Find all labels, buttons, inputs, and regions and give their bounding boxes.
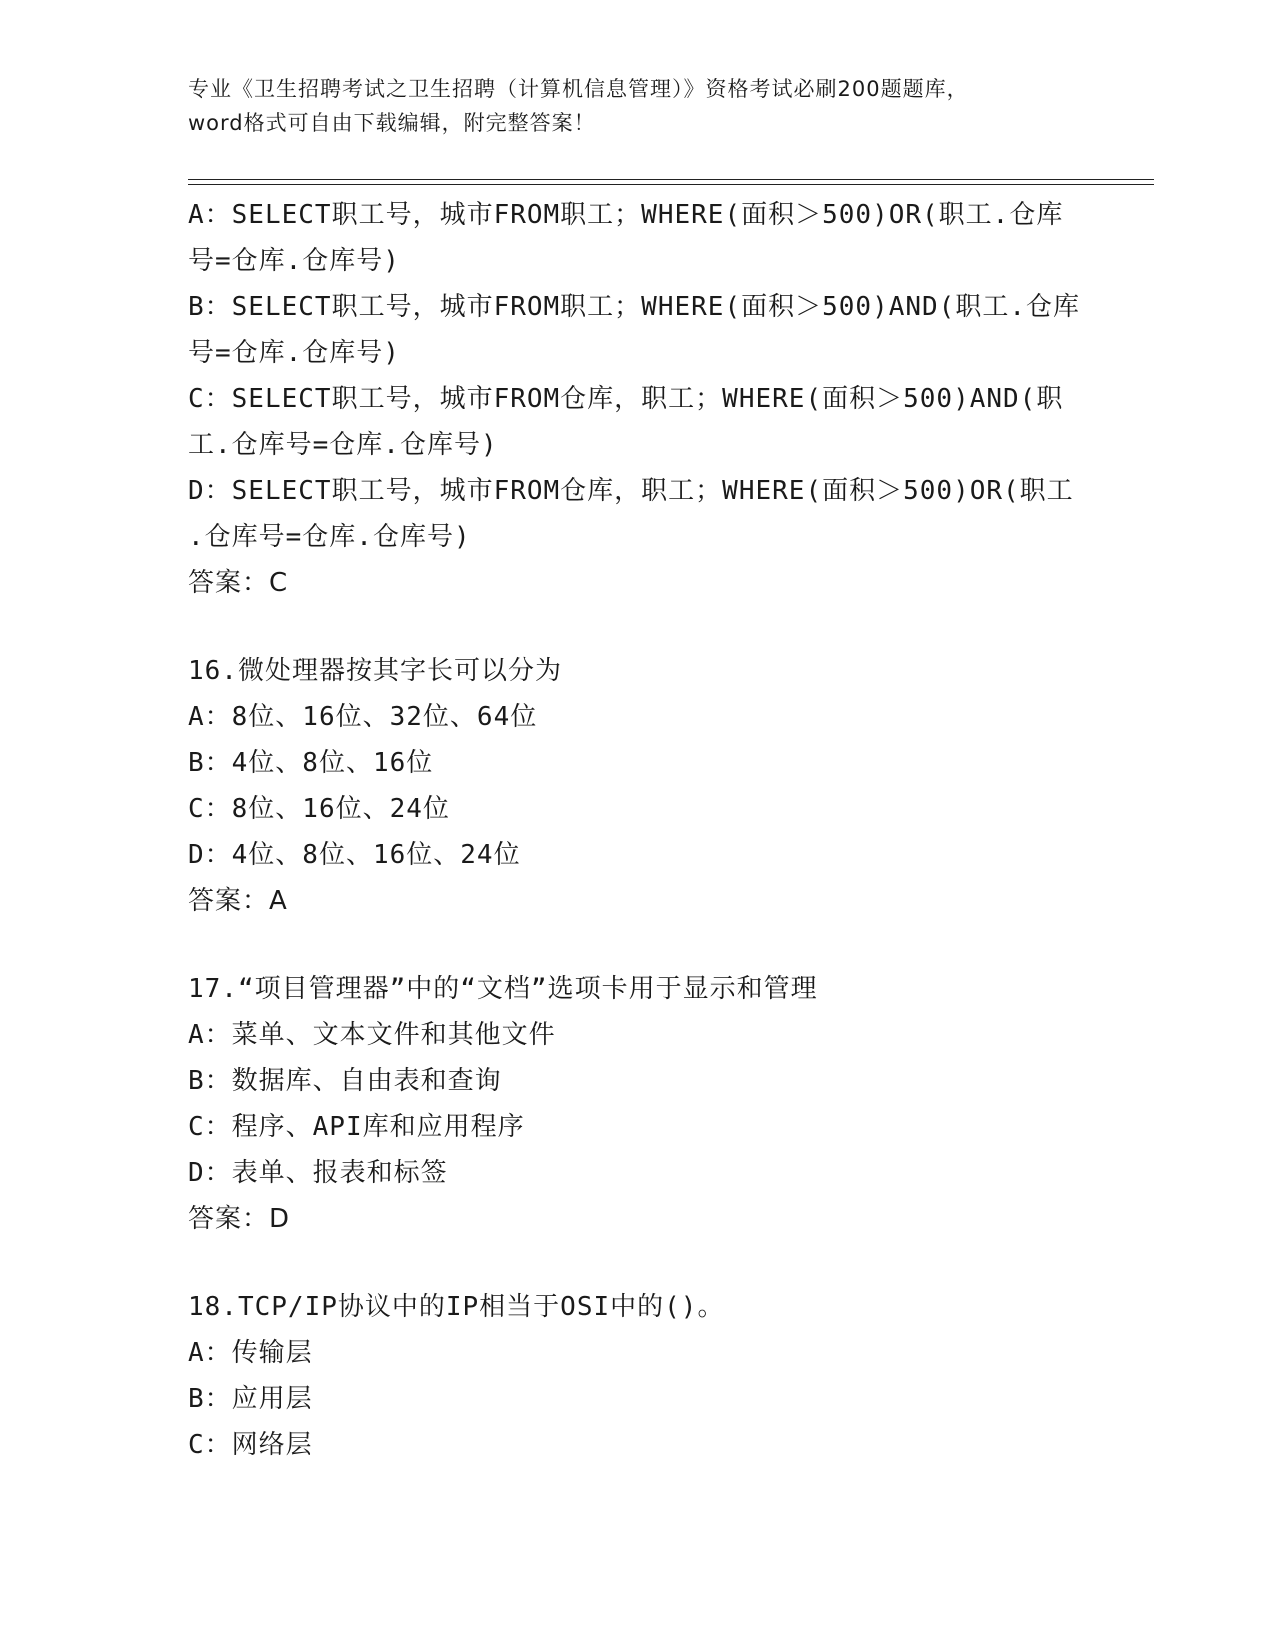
option-c: C：网络层 (188, 1430, 313, 1460)
option-d: D：4位、8位、16位、24位 (188, 840, 521, 870)
header-title-line-1: 专业《卫生招聘考试之卫生招聘（计算机信息管理）》资格考试必刷200题题库， (188, 77, 969, 101)
option-b: B：数据库、自由表和查询 (188, 1066, 502, 1096)
question-text: 18.TCP/IP协议中的IP相当于OSI中的()。 (188, 1292, 725, 1322)
question-text: 17.“项目管理器”中的“文档”选项卡用于显示和管理 (188, 974, 818, 1004)
question-block-15 (188, 192, 1088, 606)
option-b-line-1: B：SELECT职工号，城市FROM职工；WHERE(面积＞500)AND(职工.仓库 (188, 292, 1080, 322)
option-a: A：菜单、文本文件和其他文件 (188, 1020, 556, 1050)
option-a-line-1: A：SELECT职工号，城市FROM职工；WHERE(面积＞500)OR(职工.仓库 (188, 200, 1064, 230)
spacer (188, 606, 1088, 648)
question-list (188, 192, 1088, 1468)
spacer (188, 924, 1088, 966)
option-c: C：程序、API库和应用程序 (188, 1112, 525, 1142)
option-b: B：应用层 (188, 1384, 313, 1414)
option-a: A：传输层 (188, 1338, 313, 1368)
option-d-line-1: D：SELECT职工号，城市FROM仓库，职工；WHERE(面积＞500)OR(职工 (188, 476, 1074, 506)
question-block-17 (188, 966, 1088, 1242)
answer-label: 答案：C (188, 568, 289, 598)
header-divider-top (188, 179, 1154, 180)
question-block-18 (188, 1284, 1088, 1468)
header-title-line-2: word格式可自由下载编辑，附完整答案！ (188, 111, 596, 135)
option-a: A：8位、16位、32位、64位 (188, 702, 538, 732)
option-d-line-2: .仓库号=仓库.仓库号) (188, 522, 471, 552)
answer-label: 答案：A (188, 886, 288, 916)
spacer (188, 1242, 1088, 1284)
option-b: B：4位、8位、16位 (188, 748, 434, 778)
option-b-line-2: 号=仓库.仓库号) (188, 338, 400, 368)
option-c: C：8位、16位、24位 (188, 794, 450, 824)
option-d: D：表单、报表和标签 (188, 1158, 448, 1188)
header-divider-bottom (188, 184, 1154, 185)
answer-label: 答案：D (188, 1204, 291, 1234)
question-block-16 (188, 648, 1088, 924)
option-c-line-2: 工.仓库号=仓库.仓库号) (188, 430, 498, 460)
question-text: 16.微处理器按其字长可以分为 (188, 656, 562, 686)
document-header (188, 72, 1088, 140)
option-c-line-1: C：SELECT职工号，城市FROM仓库，职工；WHERE(面积＞500)AND(职 (188, 384, 1064, 414)
option-a-line-2: 号=仓库.仓库号) (188, 246, 400, 276)
